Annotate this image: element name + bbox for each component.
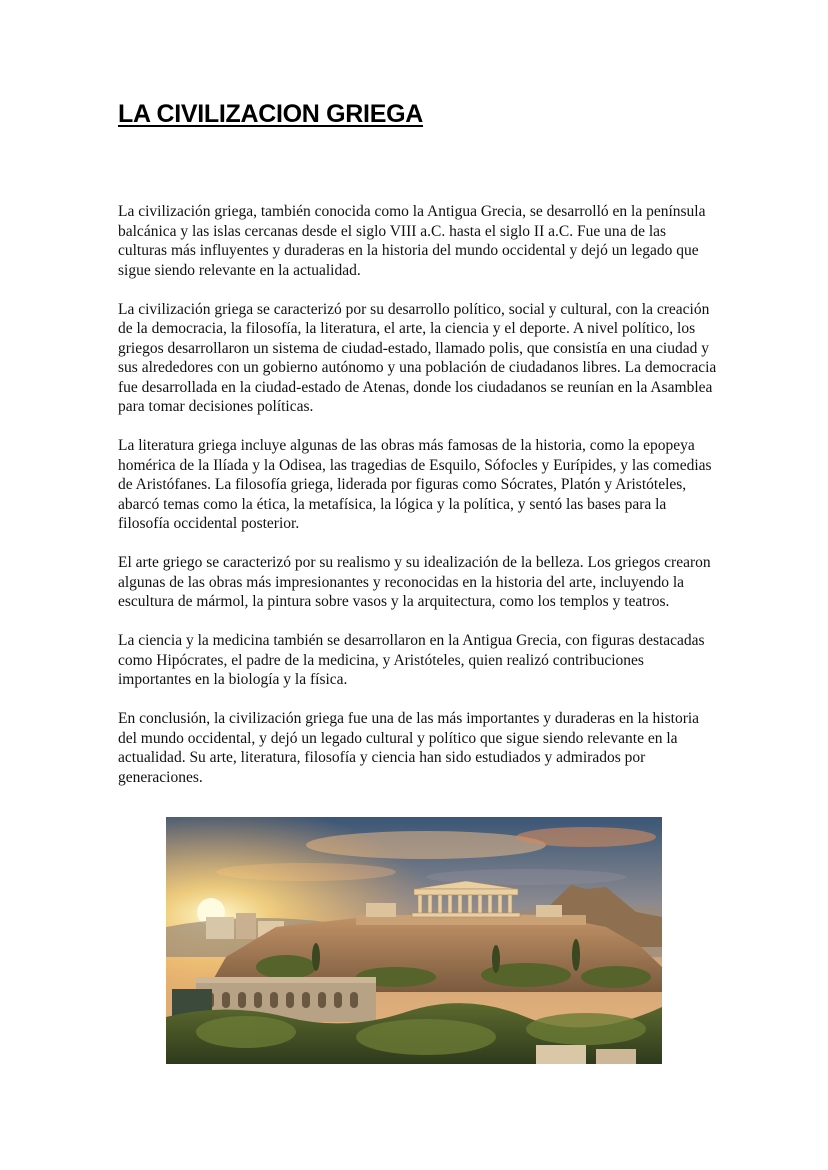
page-title: LA CIVILIZACION GRIEGA bbox=[118, 100, 423, 128]
paragraph-politics: La civilización griega se caracterizó por su desarrollo político, social y cultural, con la creación de la democracia, la filosofía, la literatura, el arte, la ciencia y el deporte. A nivel político, los griegos desarrollaron un sistema de ciudad-estado, llamado polis, que consistía en una ciudad y sus alrededores con un gobierno autónomo y una población de ciudadanos libres. La democracia fue desarrollada en la ciudad-estado de Atenas, donde los ciudadanos se reunían en la Asamblea para tomar decisiones políticas. bbox=[118, 300, 717, 415]
paragraph-art: El arte griego se caracterizó por su realismo y su idealización de la belleza. Los griegos crearon algunas de las obras más impresionantes y reconocidas en la historia del arte, incluyendo la escultura de mármol, la pintura sobre vasos y la arquitectura, como los templos y teatros. bbox=[118, 554, 711, 610]
paragraph-intro: La civilización griega, también conocida como la Antigua Grecia, se desarrolló en la península balcánica y las islas cercanas desde el siglo VIII a.C. hasta el siglo II a.C. Fue una de las culturas más influyentes y duraderas en la historia del mundo occidental y dejó un legado que sigue siendo relevante en la actualidad. bbox=[118, 203, 706, 279]
paragraph-conclusion: En conclusión, la civilización griega fue una de las más importantes y duraderas en la historia del mundo occidental, y dejó un legado cultural y político que sigue siendo relevante en la actualidad. Su arte, literatura, filosofía y ciencia han sido estudiados y admirados por generaciones. bbox=[118, 710, 700, 786]
paragraph-literature: La literatura griega incluye algunas de las obras más famosas de la historia, como la epopeya homérica de la Ilíada y la Odisea, las tragedias de Esquilo, Sófocles y Eurípides, y las comedias de Aristófanes. La filosofía griega, liderada por figuras como Sócrates, Platón y Aristóteles, abarcó temas como la ética, la metafísica, la lógica y la política, y sentó las bases para la filosofía occidental posterior. bbox=[118, 437, 712, 532]
paragraph-science: La ciencia y la medicina también se desarrollaron en la Antigua Grecia, con figuras destacadas como Hipócrates, el padre de la medicina, y Aristóteles, quien realizó contribuciones importantes en la biología y la física. bbox=[118, 632, 705, 688]
acropolis-photo bbox=[166, 817, 662, 1064]
body-text bbox=[118, 202, 718, 807]
